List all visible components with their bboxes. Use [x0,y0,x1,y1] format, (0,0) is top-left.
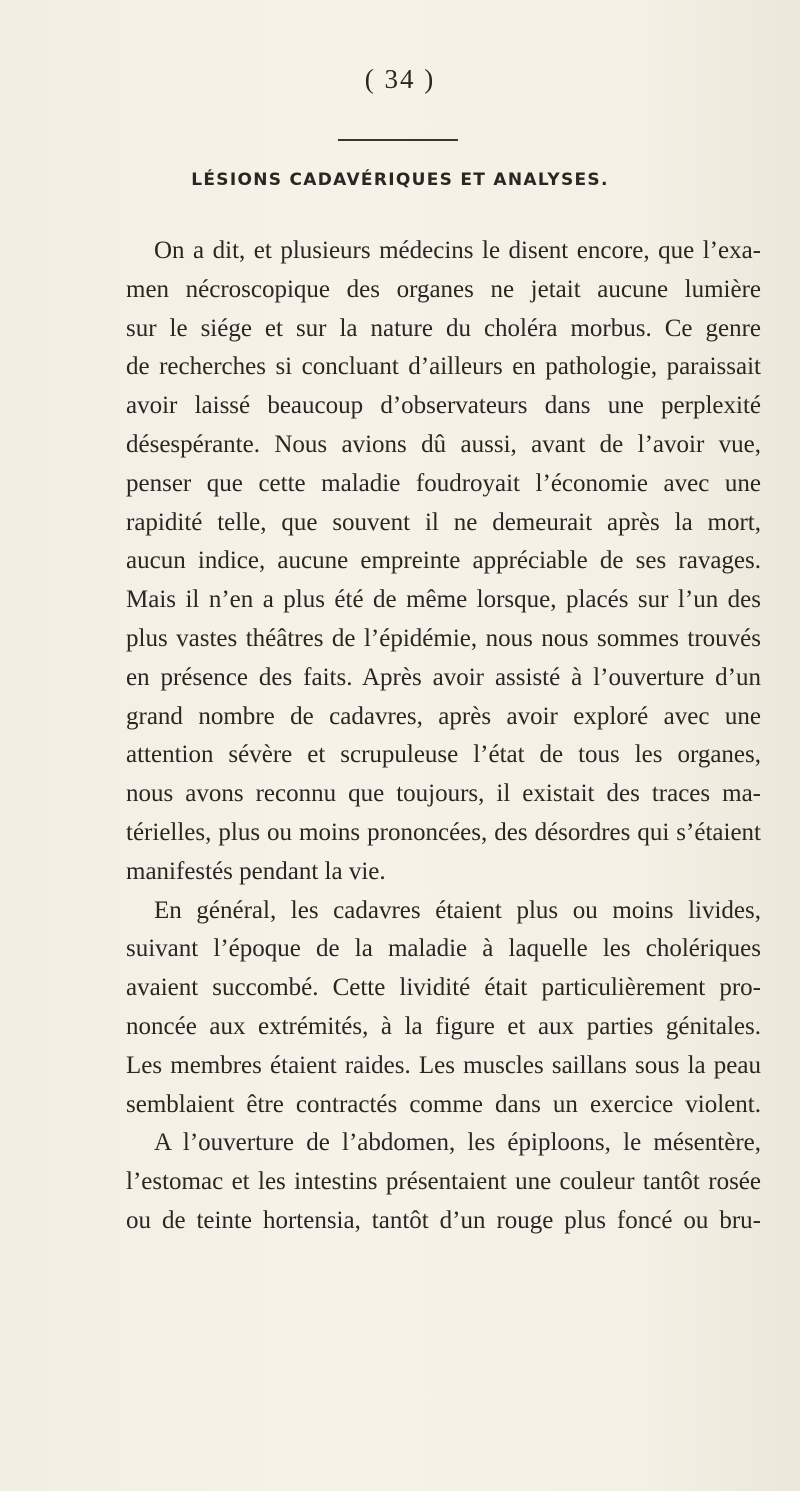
text-line: Mais il n’en a plus été de même lorsque, placés sur l’un des [126,586,761,614]
text-line: rapidité telle, que souvent il ne demeurait après la mort, [126,508,761,536]
text-line: térielles, plus ou moins prononcées, des désordres qui s’étaient [126,818,761,846]
text-line: semblaient être contractés comme dans un exercice violent. [126,1090,761,1118]
page-number: ( 34 ) [364,64,436,94]
text-line: avoir laissé beaucoup d’observateurs dans une perplexité [126,392,761,420]
header-rule [338,139,458,141]
section-heading: LÉSIONS CADAVÉRIQUES ET ANALYSES. [191,170,609,190]
text-line: sur le siége et sur la nature du choléra morbus. Ce genre [126,314,761,342]
text-line: Les membres étaient raides. Les muscles saillans sous la peau [126,1051,761,1079]
text-line: aucun indice, aucune empreinte appréciable de ses ravages. [126,547,761,575]
text-line: en présence des faits. Après avoir assisté à l’ouverture d’un [126,663,761,691]
text-line: grand nombre de cadavres, après avoir exploré avec une [126,702,761,730]
text-line: A l’ouverture de l’abdomen, les épiploons, le mésentère, [154,1129,761,1157]
text-line: attention sévère et scrupuleuse l’état de tous les organes, [126,741,761,769]
text-line: En général, les cadavres étaient plus ou moins livides, [154,896,761,924]
text-line: noncée aux extrémités, à la figure et aux parties génitales. [126,1012,761,1040]
text-line: de recherches si concluant d’ailleurs en pathologie, paraissait [126,353,761,381]
text-line: suivant l’époque de la maladie à laquelle les cholériques [126,935,761,963]
text-line: désespérante. Nous avions dû aussi, avant de l’avoir vue, [126,430,761,458]
text-line: nous avons reconnu que toujours, il existait des traces ma- [126,780,761,808]
text-line: manifestés pendant la vie. [126,857,386,885]
text-line: plus vastes théâtres de l’épidémie, nous nous sommes trouvés [126,624,761,652]
text-line: avaient succombé. Cette lividité était particulièrement pro- [126,974,761,1002]
text-line: ou de teinte hortensia, tantôt d’un rouge plus foncé ou bru- [126,1206,761,1234]
text-line: men nécroscopique des organes ne jetait aucune lumière [126,275,761,303]
text-line: penser que cette maladie foudroyait l’économie avec une [126,469,761,497]
text-line: On a dit, et plusieurs médecins le disent encore, que l’exa- [154,237,761,264]
text-line: l’estomac et les intestins présentaient une couleur tantôt rosée [126,1168,761,1196]
body-text [126,232,761,1241]
